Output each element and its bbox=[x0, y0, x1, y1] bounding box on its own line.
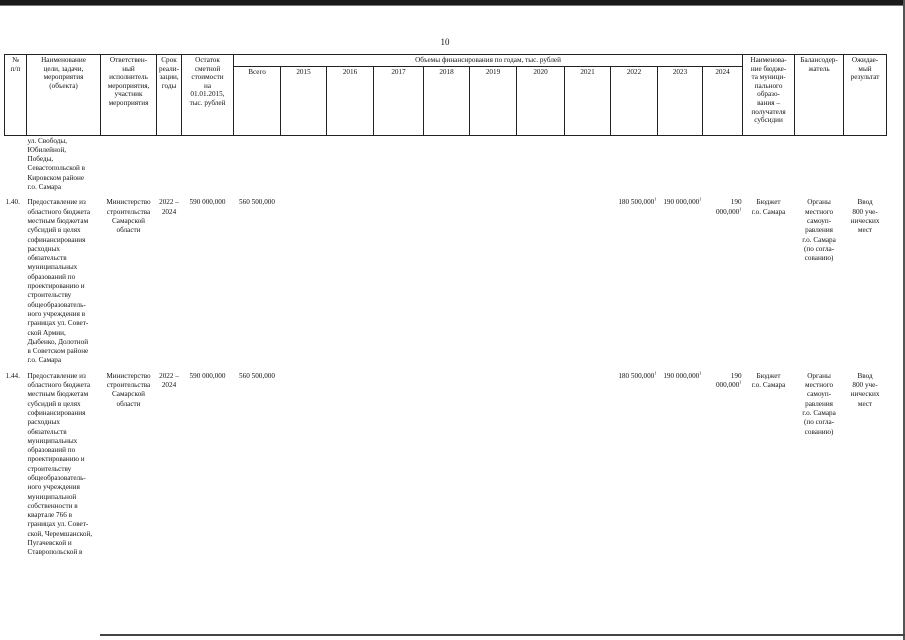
row-2020 bbox=[517, 371, 565, 559]
header-result: Ожидае- мый результат bbox=[844, 55, 887, 136]
header-remaining: Остаток сметной стоимости на 01.01.2015, тыс. рублей bbox=[182, 55, 234, 136]
row-empty-cells bbox=[101, 135, 887, 193]
row-name: Предоставление из областного бюджета местным бюджетам субсидий в целях софинансирования расходных обязательств муниципальных образований по проектированию и строительству общеобразователь- ного учреждения в границах ул. Совет- ской Армии, Дыбенко, Долотной в Советском районе г.о. Самара bbox=[27, 198, 91, 365]
footnote-2024: 1 bbox=[739, 206, 742, 212]
header-year-2017: 2017 bbox=[374, 66, 424, 135]
header-row-top bbox=[5, 55, 887, 67]
value-2024: 190 000,000 bbox=[715, 371, 742, 390]
row-2022 bbox=[611, 197, 658, 366]
header-budget-name: Наименова- ние бюдже- та муници- пального образо- вания – получателя субсидии bbox=[743, 55, 795, 136]
footnote-2023: 1 bbox=[699, 196, 702, 202]
row-2019 bbox=[470, 197, 517, 366]
scan-top-edge-shadow bbox=[0, 5, 905, 6]
row-2023 bbox=[658, 197, 703, 366]
row-2021 bbox=[565, 197, 611, 366]
value-2022: 180 500,000 bbox=[618, 198, 655, 207]
row-executor: Министерство строительства Самарской области bbox=[106, 371, 151, 408]
row-2022 bbox=[611, 371, 658, 559]
row-2023 bbox=[658, 371, 703, 559]
row-period: 2022 – 2024 bbox=[159, 198, 179, 216]
header-holder: Балансодер- жатель bbox=[795, 55, 844, 136]
header-name: Наименование цели, задачи, мероприятия (объекта) bbox=[27, 55, 101, 136]
header-total: Всего bbox=[234, 66, 281, 135]
table-row bbox=[5, 371, 887, 559]
row-result: Ввод 800 уче- нических мест bbox=[850, 198, 880, 235]
row-name: Предоставление из областного бюджета местным бюджетам субсидий в целях софинансирования расходных обязательств муниципальных образований по проектированию и строительству общеобразователь- ного учреждения муниципальной собственности в квартале 766 в границах ул. Совет- ской, Черемшанской, Пугачевской и Ставропольской в bbox=[27, 371, 93, 557]
table-row bbox=[5, 135, 887, 193]
row-holder: Органы местного самоуп- равления г.о. Самара (по согла- сованию) bbox=[802, 198, 836, 263]
header-period: Срок реали- зации, годы bbox=[157, 55, 182, 136]
header-executor: Ответствен- ный исполнитель мероприятия, участник мероприятия bbox=[101, 55, 157, 136]
row-holder: Органы местного самоуп- равления г.о. Самара (по согла- сованию) bbox=[802, 371, 836, 436]
row-2017 bbox=[374, 371, 424, 559]
row-2016 bbox=[327, 197, 374, 366]
row-budget: Бюджет г.о. Самара bbox=[751, 198, 786, 216]
row-total: 560 500,000 bbox=[239, 198, 275, 207]
header-year-2023: 2023 bbox=[658, 66, 703, 135]
value-2023: 190 000,000 bbox=[663, 371, 700, 380]
row-2021 bbox=[565, 371, 611, 559]
row-2018 bbox=[424, 371, 470, 559]
header-year-2016: 2016 bbox=[327, 66, 374, 135]
value-2024: 190 000,000 bbox=[715, 198, 742, 216]
row-2019 bbox=[470, 371, 517, 559]
financing-table bbox=[4, 54, 887, 559]
row-2020 bbox=[517, 197, 565, 366]
row-2015 bbox=[281, 371, 327, 559]
row-executor: Министерство строительства Самарской области bbox=[106, 198, 151, 235]
header-year-2021: 2021 bbox=[565, 66, 611, 135]
row-name: ул. Свободы, Юбилейной, Победы, Севастопольской в Кировском районе г.о. Самара bbox=[27, 136, 86, 192]
header-year-2015: 2015 bbox=[281, 66, 327, 135]
row-total: 560 500,000 bbox=[239, 371, 275, 380]
header-year-2024: 2024 bbox=[703, 66, 743, 135]
row-2024 bbox=[703, 197, 743, 366]
header-year-2020: 2020 bbox=[517, 66, 565, 135]
footnote-2023: 1 bbox=[699, 370, 702, 376]
row-remaining: 590 000,000 bbox=[189, 198, 226, 207]
header-year-2018: 2018 bbox=[424, 66, 470, 135]
page-number: 10 bbox=[440, 37, 450, 47]
row-num: 1.44. bbox=[5, 371, 20, 380]
header-year-2019: 2019 bbox=[470, 66, 517, 135]
footnote-2024: 1 bbox=[739, 379, 742, 385]
row-num bbox=[5, 135, 27, 193]
footnote-2022: 1 bbox=[654, 370, 657, 376]
row-remaining: 590 000,000 bbox=[189, 371, 226, 380]
row-period: 2022 – 2024 bbox=[159, 371, 179, 390]
row-2017 bbox=[374, 197, 424, 366]
value-2023: 190 000,000 bbox=[663, 198, 700, 207]
header-year-2022: 2022 bbox=[611, 66, 658, 135]
scan-bottom-edge bbox=[100, 634, 905, 636]
table-row bbox=[5, 197, 887, 366]
row-2018 bbox=[424, 197, 470, 366]
row-2016 bbox=[327, 371, 374, 559]
footnote-2022: 1 bbox=[654, 196, 657, 202]
value-2022: 180 500,000 bbox=[618, 371, 655, 380]
row-2024 bbox=[703, 371, 743, 559]
row-num: 1.40. bbox=[5, 198, 20, 207]
row-budget: Бюджет г.о. Самара bbox=[751, 371, 786, 390]
row-result: Ввод 800 уче- нических мест bbox=[850, 371, 880, 408]
header-funding: Объемы финансирования по годам, тыс. рублей bbox=[234, 55, 743, 67]
header-num: № п/п bbox=[5, 55, 27, 136]
row-2015 bbox=[281, 197, 327, 366]
